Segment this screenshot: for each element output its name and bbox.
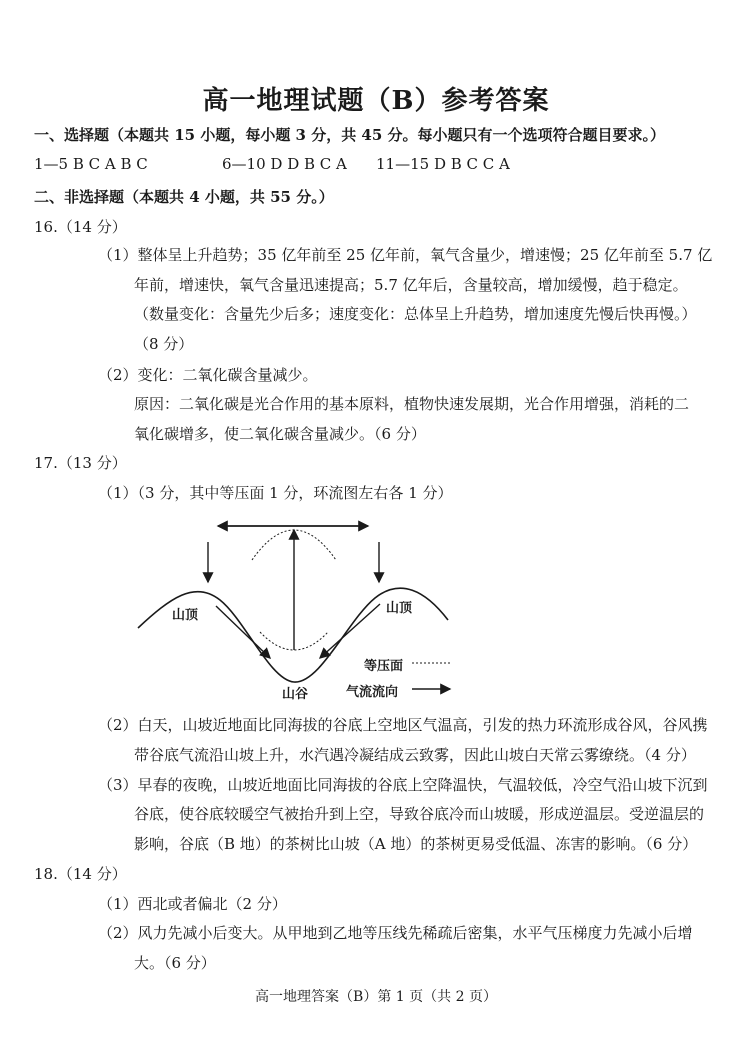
- section2-heading: 二、非选择题（本题共 4 小题，共 55 分。）: [34, 188, 334, 206]
- left-peak-label: 山顶: [172, 608, 199, 623]
- q16-p1-line3: （数量变化：含量先少后多；速度变化：总体呈上升趋势，增加速度先慢后快再慢。）: [134, 305, 697, 323]
- legend-isobar-label: 等压面: [364, 659, 404, 674]
- q16-p2-line3: 氧化碳增多，使二氧化碳含量减少。（6 分）: [134, 425, 426, 443]
- legend-flow-label: 气流流向: [346, 685, 399, 700]
- section1-heading: 一、选择题（本题共 15 小题，每小题 3 分，共 45 分。每小题只有一个选项符合题目要求。）: [34, 126, 666, 144]
- valley-label: 山谷: [282, 687, 309, 702]
- answers-11-15: 11—15 D B C C A: [376, 155, 510, 173]
- answers-1-5: 1—5 B C A B C: [34, 155, 148, 173]
- q18-p1: （1）西北或者偏北（2 分）: [98, 895, 287, 913]
- q16-p2-line1: （2）变化：二氧化碳含量减少。: [98, 366, 318, 384]
- q16-p1-line4: （8 分）: [134, 335, 194, 353]
- q17-p1: （1）（3 分，其中等压面 1 分，环流图左右各 1 分）: [98, 484, 453, 502]
- q17-p3-line1: （3）早春的夜晚，山坡近地面比同海拔的谷底上空降温快，气温较低，冷空气沿山坡下沉到: [98, 776, 708, 794]
- page-footer: 高一地理答案（B）第 1 页（共 2 页）: [255, 989, 497, 1005]
- right-peak-label: 山顶: [386, 601, 413, 616]
- answers-6-10: 6—10 D D B C A: [222, 155, 347, 173]
- q17-p2-line2: 带谷底气流沿山坡上升，水汽遇冷凝结成云致雾，因此山坡白天常云雾缭绕。（4 分）: [134, 746, 696, 764]
- q17-p2-line1: （2）白天，山坡近地面比同海拔的谷底上空地区气温高，引发的热力环流形成谷风，谷风携: [98, 716, 708, 734]
- q16-p1-line2: 年前，增速快，氧气含量迅速提高；5.7 亿年后，含量较高，增加缓慢，趋于稳定。: [134, 276, 688, 294]
- q17-p3-line3: 影响，谷底（B 地）的茶树比山坡（A 地）的茶树更易受低温、冻害的影响。（6 分）: [134, 835, 698, 853]
- q16-header: 16.（14 分）: [34, 218, 127, 236]
- left-slope-flow-arrow: [216, 606, 270, 658]
- q17-header: 17.（13 分）: [34, 454, 127, 472]
- right-slope-flow-arrow: [320, 604, 380, 658]
- page-title: 高一地理试题（B）参考答案: [202, 86, 550, 116]
- q16-p2-line2: 原因：二氧化碳是光合作用的基本原料，植物快速发展期，光合作用增强，消耗的二: [134, 395, 690, 413]
- q18-header: 18.（14 分）: [34, 865, 127, 883]
- q18-p2-line1: （2）风力先减小后变大。从甲地到乙地等压线先稀疏后密集，水平气压梯度力先减小后增: [98, 924, 693, 942]
- q18-p2-line2: 大。（6 分）: [134, 954, 216, 972]
- q16-p1-line1: （1）整体呈上升趋势；35 亿年前至 25 亿年前，氧气含量少，增速慢；25 亿年前至 5.7 亿: [98, 246, 713, 264]
- q17-p3-line2: 谷底，使谷底较暖空气被抬升到上空，导致谷底冷而山坡暖，形成逆温层。受逆温层的: [134, 805, 705, 823]
